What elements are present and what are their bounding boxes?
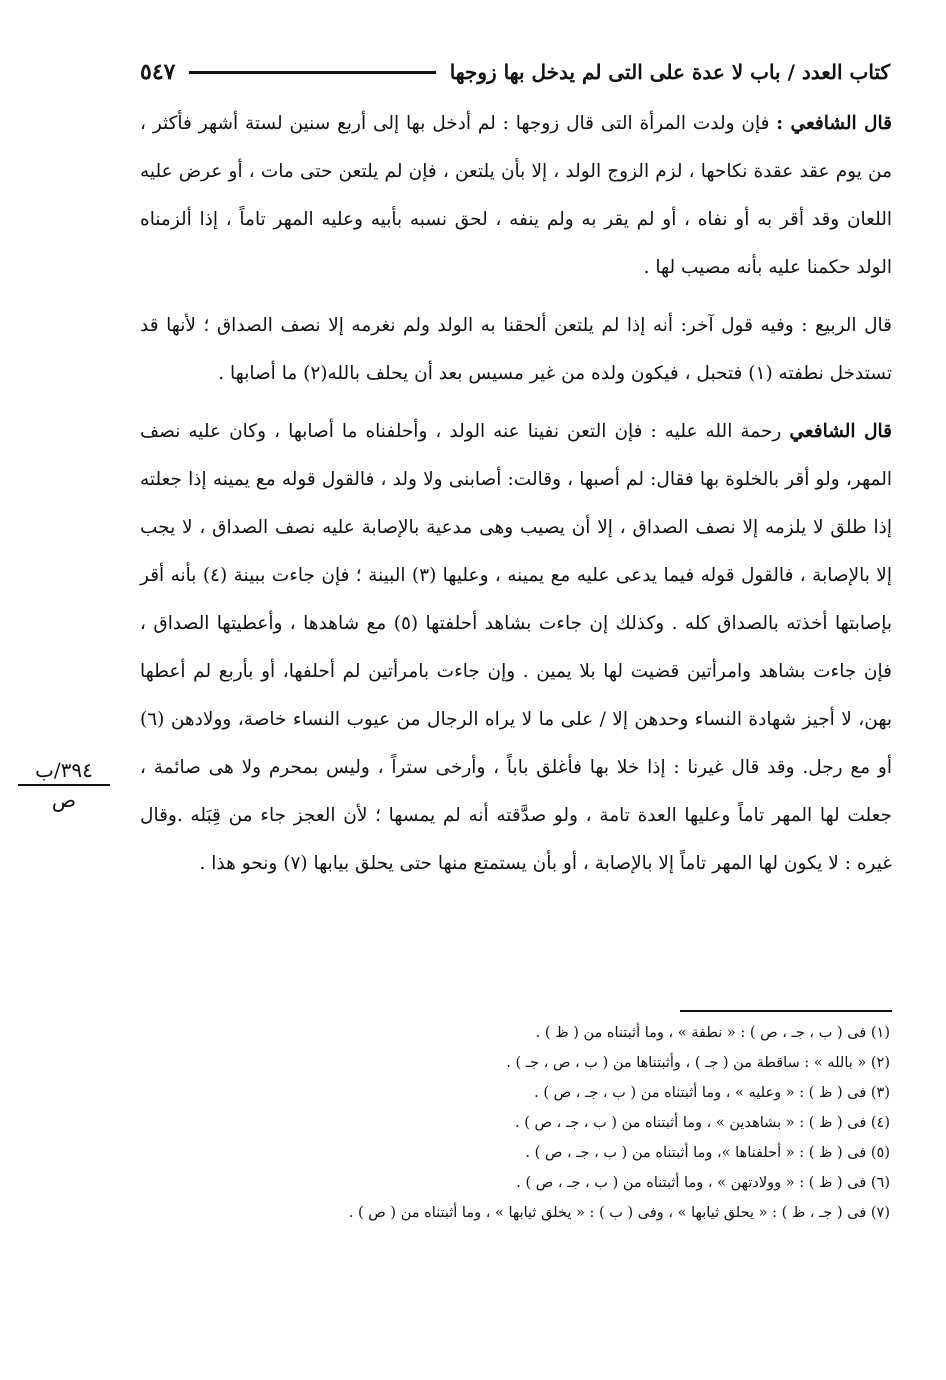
footnote-separator <box>680 1010 892 1012</box>
main-text <box>140 100 892 898</box>
footnote: (٢) « بالله » : ساقطة من ( جـ ) ، وأثبتناها من ( ب ، ص ، جـ ) . <box>506 1055 890 1071</box>
footnotes <box>200 1018 890 1228</box>
paragraph-text: فإن ولدت المرأة التى قال زوجها : لم أدخل بها إلى أربع سنين لستة أشهر فأكثر ، من يوم عقد عقدة نكاحها ، لزم الزوج الولد ، إلا بأن يلتعن ، فإن لم يلتعن حتى مات ، أو عرض عليه اللعان وقد أقر به أو نفاه ، أو لم يقر به ولم ينفه ، لحق نسبه بأبيه وعليه المهر تاماً ، إذا ألزمناه الولد حكمنا عليه بأنه مصيب لها . <box>140 113 892 278</box>
footnote: (٤) فى ( ظ ) : « بشاهدين » ، وما أثبتناه من ( ب ، جـ ، ص ) . <box>515 1115 890 1131</box>
speaker-label: قال الشافعي : <box>776 113 892 134</box>
paragraph-text: رحمة الله عليه : فإن التعن نفينا عنه الولد ، وأحلفناه ما أصابها ، وكان عليه نصف المهر، ولو أقر بالخلوة بها فقال: لم أصبها ، وقالت: أصابنى ولا ولد ، فالقول قوله مع يمينه إذا جعلته إذا طلق لا يلزمه إلا نصف الصداق ، إلا أن يصيب وهى مدعية بالإصابة عليه نصف الصداق ، لا يجب إلا بالإصابة ، فالقول قوله فيما يدعى عليه مع يمينه ، وعليها (٣) البينة ؛ فإن جاءت ببينة (٤) بأنه أقر بإصابتها أخذته بالصداق كله . وكذلك إن جاءت بشاهد أحلفتها (٥) مع شاهدها ، وأعطيتها الصداق ، فإن جاءت بشاهد وامرأتين قضيت لها بلا يمين . وإن جاءت بامرأتين لم أحلفها، أو بأربع لم أعطها بهن، لا أجيز شهادة النساء وحدهن إلا / على ما لا يراه الرجال من عيوب النساء خاصة، وولادهن (٦) أو مع رجل. وقد قال غيرنا : إذا خلا بها فأغلق باباً ، وأرخى ستراً ، وليس بمحرم ولا هى صائمة ، جعلت لها المهر تاماً وعليها العدة تامة ، ولو صدَّقته أنه لم يمسها ؛ لأن العجز جاء من قِبَله .وقال غيره : لا يكون لها المهر تاماً إلا بالإصابة ، أو بأن يستمتع منها حتى يحلق بيابها (٧) ونحو هذا . <box>140 421 892 874</box>
margin-siglum: ص <box>51 788 77 812</box>
header-rule <box>189 71 435 74</box>
chapter-title: كتاب العدد / باب لا عدة على التى لم يدخل بها زوجها <box>449 60 890 84</box>
manuscript-margin-note <box>18 758 110 812</box>
paragraph-text: قال الربيع : وفيه قول آخر: أنه إذا لم يلتعن ألحقنا به الولد ولم نغرمه إلا نصف الصداق ؛ لأنها قد تستدخل نطفته (١) فتحبل ، فيكون ولده من غير مسيس بعد أن يحلف بالله(٢) ما أصابها . <box>140 315 892 384</box>
margin-folio: ٣٩٤/ب <box>18 758 110 786</box>
page-number: ٥٤٧ <box>140 59 176 85</box>
footnote: (١) فى ( ب ، جـ ، ص ) : « نطفة » ، وما أثبتناه من ( ظ ) . <box>535 1025 890 1041</box>
speaker-label: قال الشافعي <box>789 421 893 442</box>
running-header <box>140 52 890 92</box>
paragraph-2 <box>140 302 892 398</box>
paragraph-3 <box>140 408 892 888</box>
footnote: (٣) فى ( ظ ) : « وعليه » ، وما أثبتناه من ( ب ، جـ ، ص ) . <box>534 1085 890 1101</box>
footnote: (٦) فى ( ظ ) : « وولادتهن » ، وما أثبتناه من ( ب ، جـ ، ص ) . <box>516 1175 890 1191</box>
paragraph-1 <box>140 100 892 292</box>
footnote: (٧) فى ( جـ ، ظ ) : « يحلق ثيابها » ، وفى ( ب ) : « يخلق ثيابها » ، وما أثبتناه من ( ص ) . <box>348 1205 890 1221</box>
footnote: (٥) فى ( ظ ) : « أحلفناها »، وما أثبتناه من ( ب ، جـ ، ص ) . <box>525 1145 890 1161</box>
